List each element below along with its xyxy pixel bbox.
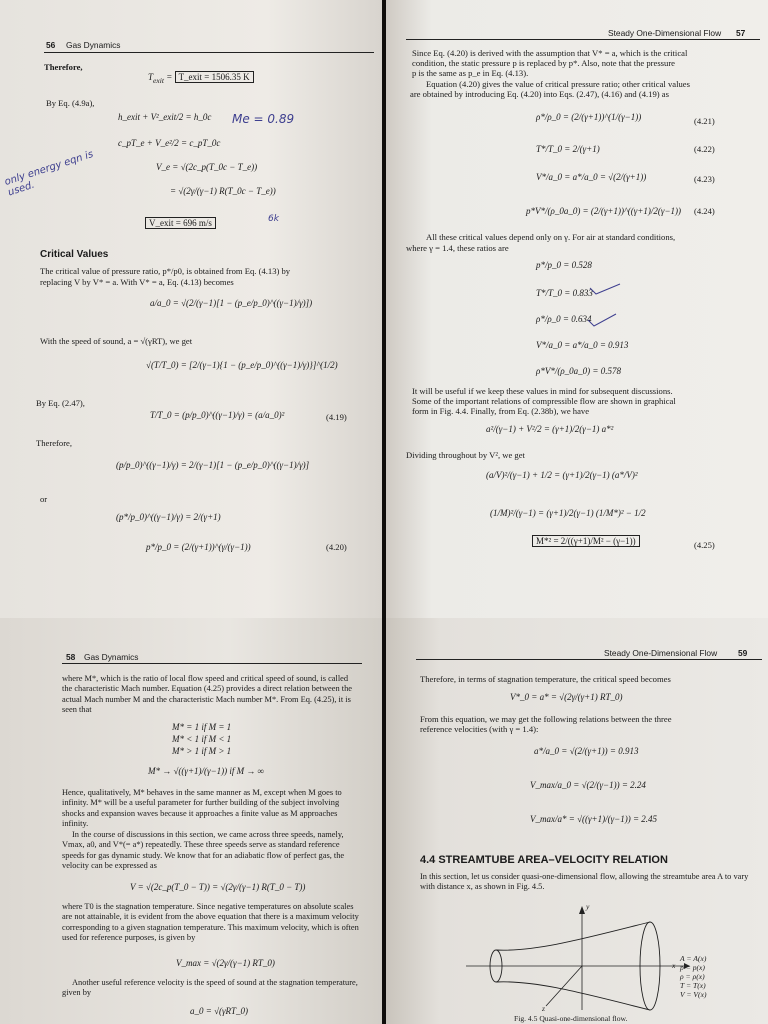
page-59 <box>386 618 768 1024</box>
header-rule <box>44 52 374 53</box>
equation: M* > 1 if M > 1 <box>172 746 232 756</box>
text-line: Dividing throughout by V², we get <box>406 450 525 460</box>
equation: (a/V)²/(γ−1) + 1/2 = (γ+1)/2(γ−1) (a*/V)² <box>486 470 638 480</box>
equation: a/a_0 = √(2/(γ−1)[1 − (p_e/p_0)^((γ−1)/γ)]) <box>150 298 313 308</box>
text-line: With the speed of sound, a = √(γRT), we get <box>40 336 193 346</box>
equation: V_max/a_0 = √(2/(γ−1)) = 2.24 <box>530 780 646 790</box>
axis-label-z: z <box>542 1004 545 1013</box>
text-line: Since Eq. (4.20) is derived with the assumption that V* = a, which is the critical <box>412 48 688 58</box>
handwritten-check-marks <box>586 282 626 342</box>
figure-label: ρ = ρ(x) <box>680 972 705 981</box>
text-line: condition, the static pressure p is replaced by p*. Also, note that the pressure <box>412 58 675 68</box>
figure-label: T = T(x) <box>680 981 706 990</box>
text-line: By Eq. (2.47), <box>36 398 85 408</box>
page-56 <box>0 0 382 618</box>
equation: M* < 1 if M < 1 <box>172 734 232 744</box>
text-line: From this equation, we may get the following relations between the three <box>420 714 672 724</box>
z-axis <box>546 966 582 1006</box>
header-rule <box>62 663 362 664</box>
boxed-result: V_exit = 696 m/s <box>145 217 216 229</box>
text-line: Therefore, in terms of stagnation temperature, the critical speed becomes <box>420 674 671 684</box>
text-line: Equation (4.20) gives the value of critical pressure ratio; other critical values <box>426 79 690 89</box>
handwritten-note: 6k <box>268 214 279 224</box>
equation: V = √(2c_p(T_0 − T)) = √(2γ/(γ−1) R(T_0 − T)) <box>130 882 306 892</box>
page-number: 58 <box>66 652 76 662</box>
equation: ρ*V*/(ρ_0a_0) = 0.578 <box>536 366 621 376</box>
running-head: Gas Dynamics <box>66 40 121 50</box>
axis-label-y: y <box>586 902 590 911</box>
text-line: are obtained by introducing Eq. (4.20) into Eqs. (2.47), (4.16) and (4.19) as <box>410 89 669 99</box>
equation: V*/a_0 = a*/a_0 = √(2/(γ+1)) <box>536 172 647 182</box>
text-line: Therefore, <box>36 438 73 448</box>
equation-number: (4.19) <box>326 412 347 422</box>
tube-upper-wall <box>496 922 650 950</box>
equation: M* → √((γ+1)/(γ−1)) if M → ∞ <box>148 766 265 776</box>
equation: a*/a_0 = √(2/(γ+1)) = 0.913 <box>534 746 639 756</box>
equation: ρ*/ρ_0 = (2/(γ+1))^(1/(γ−1)) <box>536 112 642 122</box>
figure-label: A = A(x) <box>680 954 707 963</box>
handwritten-note: Me = 0.89 <box>232 112 295 126</box>
header-rule <box>416 659 762 660</box>
equation: c_pT_e + V_e²/2 = c_pT_0c <box>118 138 221 148</box>
equation: V_e = √(2c_p(T_0c − T_e)) <box>156 162 258 172</box>
equation-number: (4.20) <box>326 542 347 552</box>
figure-label: V = V(x) <box>680 990 707 999</box>
equation-number: (4.22) <box>694 144 715 154</box>
equation-number: (4.24) <box>694 206 715 216</box>
text-line: replacing V by V* = a. With V* = a, Eq. (4.13) becomes <box>40 277 234 287</box>
text-line: p is the same as p_e in Eq. (4.13). <box>412 68 529 78</box>
text-line: or <box>40 494 48 504</box>
equation: p*V*/(ρ_0a_0) = (2/(γ+1))^((γ+1)/2(γ−1)) <box>526 206 682 216</box>
running-head: Steady One-Dimensional Flow <box>608 28 722 38</box>
equation-number: (4.21) <box>694 116 715 126</box>
equation: p*/p_0 = (2/(γ+1))^(γ/(γ−1)) <box>146 542 251 552</box>
figure-label: p = p(x) <box>680 963 705 972</box>
page-number: 56 <box>46 40 56 50</box>
y-arrowhead <box>579 906 585 914</box>
equation: V*_0 = a* = √(2γ/(γ+1) RT_0) <box>510 692 623 702</box>
running-head: Gas Dynamics <box>84 652 139 662</box>
equation: (p/p_0)^((γ−1)/γ) = 2/(γ−1)[1 − (p_e/p_0)^((γ−1)/γ)] <box>116 460 310 470</box>
section-heading: Critical Values <box>40 249 109 260</box>
text-line: It will be useful if we keep these values in mind for subsequent discussions. <box>412 386 673 396</box>
text-line: All these critical values depend only on γ. For air at standard conditions, <box>426 232 676 242</box>
equation: T*/T_0 = 0.833 <box>536 288 593 298</box>
text-line: reference velocities (with γ = 1.4): <box>420 724 539 734</box>
paragraph: In this section, let us consider quasi-one-dimensional flow, allowing the streamtube area A to vary with distance x, as shown in Fig. 4.5. <box>420 872 749 892</box>
page-number: 57 <box>736 28 746 38</box>
equation-number: (4.23) <box>694 174 715 184</box>
equation: T*/T_0 = 2/(γ+1) <box>536 144 600 154</box>
text-line: Some of the important relations of compressible flow are shown in graphical <box>412 396 676 406</box>
page-57 <box>386 0 768 618</box>
equation-number: (4.25) <box>694 540 715 550</box>
text-line: form in Fig. 4.4. Finally, from Eq. (2.38b), we have <box>412 406 590 416</box>
tube-lower-wall <box>496 982 650 1010</box>
running-head: Steady One-Dimensional Flow <box>604 648 718 658</box>
paragraph: where M*, which is the ratio of local flow speed and critical speed of sound, is called the characteristic Mach number. Equation (4.25) provides a direct relation between the actual Mach number M and the characteristic Mach number M*. From Eq. (4.25), it is seen that <box>62 674 352 715</box>
equation: V_max = √(2γ/(γ−1) RT_0) <box>176 958 275 968</box>
paragraph: Another useful reference velocity is the speed of sound at the stagnation temperature, given by <box>62 978 358 998</box>
equation: $T_{exit}$ = T_exit = 1506.35 K <box>148 72 254 85</box>
equation: = √(2γ/(γ−1) R(T_0c − T_e)) <box>170 186 276 196</box>
boxed-result: M*² = 2/((γ+1)/M² − (γ−1)) <box>532 535 640 547</box>
equation: p*/p_0 = 0.528 <box>536 260 592 270</box>
equation: a_0 = √(γRT_0) <box>190 1006 249 1016</box>
text-line: By Eq. (4.9a), <box>46 98 95 108</box>
paragraph: Hence, qualitatively, M* behaves in the same manner as M, except when M goes to infinity. M* will be a useful parameter for further building of the subject involving shocks and expansion waves because it approaches a finite value as M approaches infinity. <box>62 788 342 829</box>
paragraph: In the course of discussions in this section, we came across three speeds, namely, Vmax, a0, and V*(= a*) repeatedly. These three speeds serve as standard reference speeds for gas dynamic study. We know that for an adiabatic flow of perfect gas, the velocity can be expressed as <box>62 830 345 871</box>
equation: (p*/p_0)^((γ−1)/γ) = 2/(γ+1) <box>116 512 221 522</box>
axis-label-x: x <box>672 961 676 970</box>
handwritten-note: only energy eqn is used. <box>3 148 95 199</box>
equation: h_exit + V²_exit/2 = h_0c <box>118 112 212 122</box>
text-line: where γ = 1.4, these ratios are <box>406 243 509 253</box>
page-58 <box>0 618 382 1024</box>
equation: a²/(γ−1) + V²/2 = (γ+1)/2(γ−1) a*² <box>486 424 614 434</box>
equation: ρ*/ρ_0 = 0.634 <box>536 314 592 324</box>
equation: V*/a_0 = a*/a_0 = 0.913 <box>536 340 629 350</box>
figure-caption: Fig. 4.5 Quasi-one-dimensional flow. <box>514 1014 628 1023</box>
equation: T/T_0 = (p/p_0)^((γ−1)/γ) = (a/a_0)² <box>150 410 285 420</box>
text-line: Therefore, <box>44 62 83 72</box>
equation: M* = 1 if M = 1 <box>172 722 232 732</box>
equation: (1/M)²/(γ−1) = (γ+1)/2(γ−1) (1/M*)² − 1/2 <box>490 508 646 518</box>
equation: √(T/T_0) = [2/(γ−1){1 − (p_e/p_0)^((γ−1)/γ)}]^(1/2) <box>146 360 338 370</box>
boxed-result: T_exit = 1506.35 K <box>175 71 254 83</box>
header-rule <box>406 39 760 40</box>
page-number: 59 <box>738 648 748 658</box>
section-heading: 4.4 STREAMTUBE AREA–VELOCITY RELATION <box>420 854 668 866</box>
equation: V_max/a* = √((γ+1)/(γ−1)) = 2.45 <box>530 814 658 824</box>
paragraph: where T0 is the stagnation temperature. Since negative temperatures on absolute scales are not attainable, it is evident from the above equation that there is a maximum velocity corresponding to a given stagnation temperature. This maximum velocity, which is often used for reference purposes, is given by <box>62 902 359 943</box>
text-line: The critical value of pressure ratio, p*/p0, is obtained from Eq. (4.13) by <box>40 266 291 276</box>
